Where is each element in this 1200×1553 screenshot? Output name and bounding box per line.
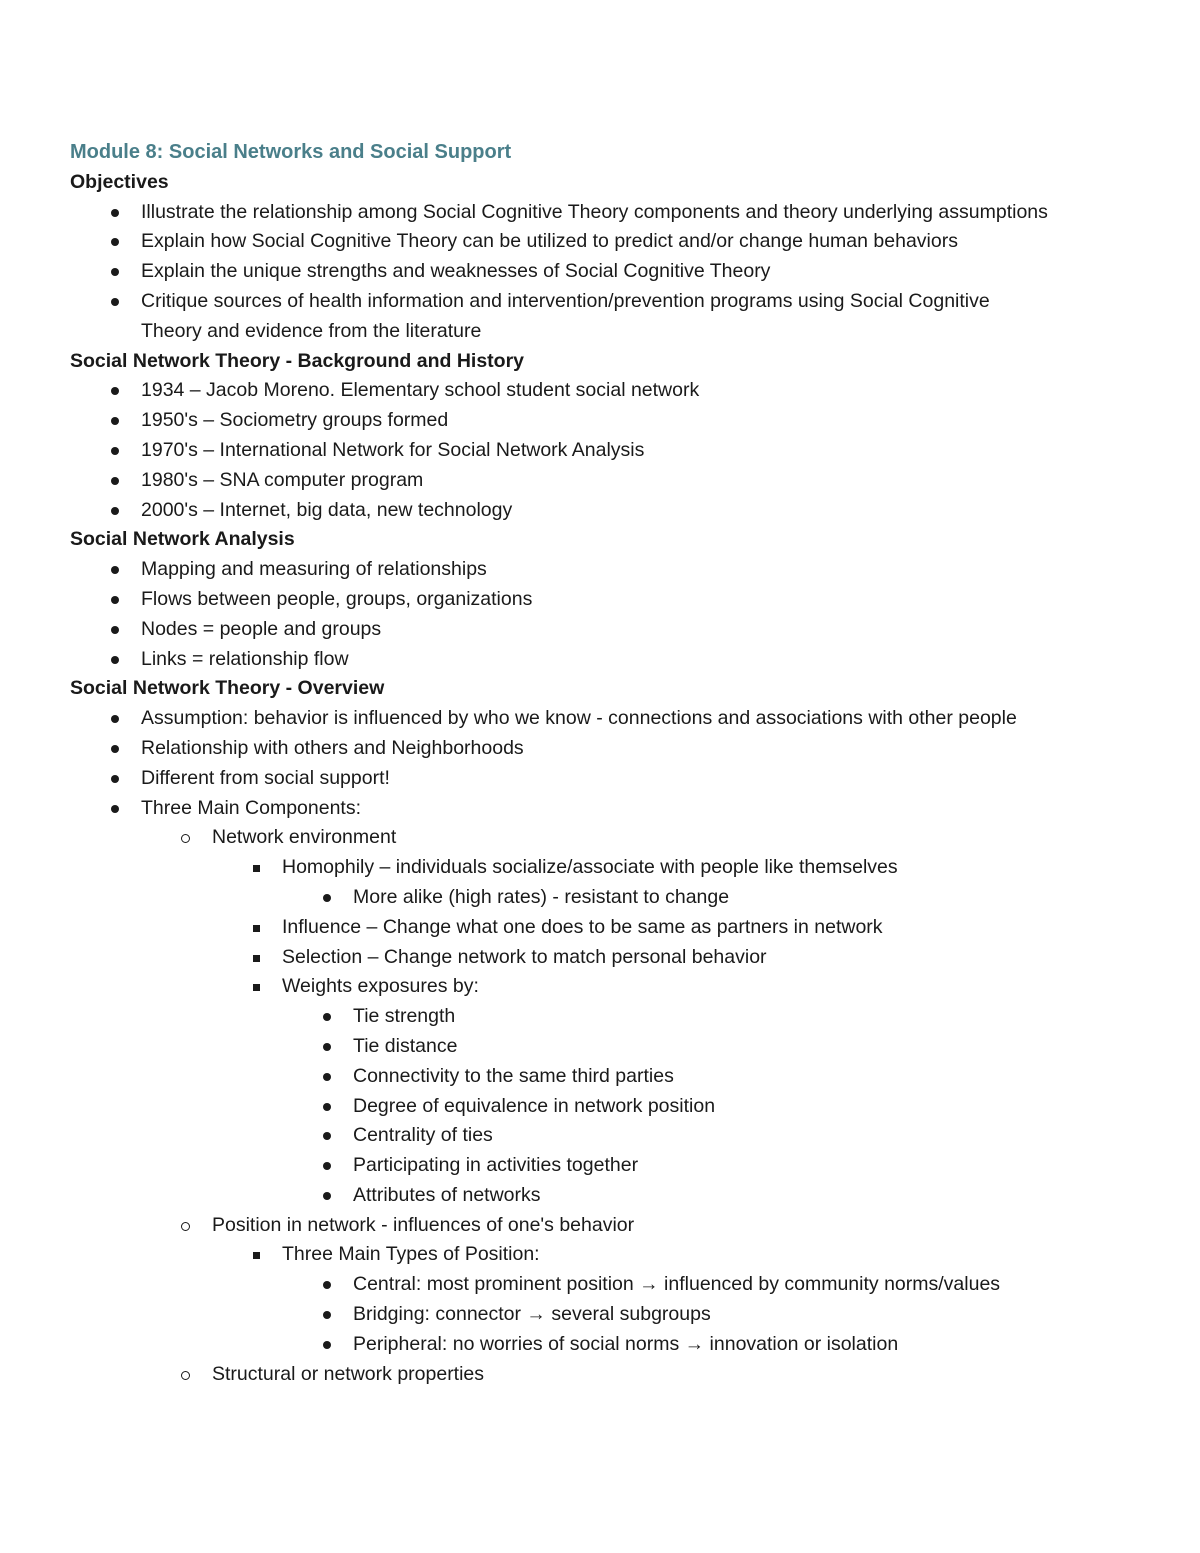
section-heading-objectives: Objectives — [70, 170, 169, 193]
bullet-disc-icon — [320, 1062, 334, 1081]
list-item: Assumption: behavior is influenced by who we know - connections and associations with other people — [70, 704, 1170, 734]
bullet-disc-icon — [108, 227, 122, 246]
bullet-disc-icon — [320, 1181, 334, 1200]
list-item-continuation: Theory and evidence from the literature — [141, 319, 482, 342]
bullet-circle-icon — [178, 1360, 192, 1380]
bullet-disc-icon — [108, 734, 122, 753]
bullet-square-icon — [249, 972, 263, 991]
list-item-level3: Three Main Types of Position: — [70, 1240, 1170, 1270]
list-item-level4: Bridging: connector → several subgroups — [70, 1300, 1170, 1330]
list-item-level4: Tie strength — [70, 1002, 1170, 1032]
list-item-level3: Weights exposures by: — [70, 972, 1170, 1002]
bullet-disc-icon — [108, 704, 122, 723]
bullet-disc-icon — [320, 1270, 334, 1289]
bullet-square-icon — [249, 913, 263, 932]
list-item: Nodes = people and groups — [70, 615, 1170, 645]
list-item: Mapping and measuring of relationships — [70, 555, 1170, 585]
bullet-disc-icon — [108, 764, 122, 783]
document-body — [70, 138, 1170, 1389]
bullet-disc-icon — [108, 466, 122, 485]
bullet-square-icon — [249, 853, 263, 872]
bullet-disc-icon — [320, 1330, 334, 1349]
list-item-level2: Structural or network properties — [70, 1360, 1170, 1390]
bullet-square-icon — [249, 1240, 263, 1259]
bullet-disc-icon — [108, 585, 122, 604]
bullet-circle-icon — [178, 1211, 192, 1231]
list-item: Relationship with others and Neighborhoods — [70, 734, 1170, 764]
bullet-disc-icon — [320, 1092, 334, 1111]
list-item-level4: Attributes of networks — [70, 1181, 1170, 1211]
list-item: 2000's – Internet, big data, new technology — [70, 496, 1170, 526]
list-item: 1980's – SNA computer program — [70, 466, 1170, 496]
bullet-disc-icon — [108, 555, 122, 574]
list-item-level2: Network environment — [70, 823, 1170, 853]
bullet-disc-icon — [108, 376, 122, 395]
bullet-circle-icon — [178, 823, 192, 843]
list-item-level4: Tie distance — [70, 1032, 1170, 1062]
list-item-level3: Selection – Change network to match personal behavior — [70, 943, 1170, 973]
list-item-level4: Centrality of ties — [70, 1121, 1170, 1151]
bullet-disc-icon — [320, 1300, 334, 1319]
list-item-level3: Influence – Change what one does to be same as partners in network — [70, 913, 1170, 943]
list-item: 1970's – International Network for Social Network Analysis — [70, 436, 1170, 466]
list-item-level4: Central: most prominent position → influenced by community norms/values — [70, 1270, 1170, 1300]
section-heading-overview: Social Network Theory - Overview — [70, 677, 385, 700]
bullet-disc-icon — [320, 1002, 334, 1021]
bullet-disc-icon — [108, 198, 122, 217]
bullet-square-icon — [249, 943, 263, 962]
bullet-disc-icon — [108, 406, 122, 425]
list-item-level4: Participating in activities together — [70, 1151, 1170, 1181]
bullet-disc-icon — [108, 645, 122, 664]
list-item: Explain the unique strengths and weaknesses of Social Cognitive Theory — [70, 257, 1170, 287]
list-item: Different from social support! — [70, 764, 1170, 794]
list-item: 1950's – Sociometry groups formed — [70, 406, 1170, 436]
list-item-level4: Peripheral: no worries of social norms → innovation or isolation — [70, 1330, 1170, 1360]
bullet-disc-icon — [108, 496, 122, 515]
section-heading-analysis: Social Network Analysis — [70, 528, 295, 551]
bullet-disc-icon — [108, 615, 122, 634]
bullet-disc-icon — [320, 1151, 334, 1170]
list-item: Three Main Components: — [70, 794, 1170, 824]
list-item: Explain how Social Cognitive Theory can be utilized to predict and/or change human behaviors — [70, 227, 1170, 257]
list-item-level4: Connectivity to the same third parties — [70, 1062, 1170, 1092]
list-item-level3: Homophily – individuals socialize/associate with people like themselves — [70, 853, 1170, 883]
list-item: Illustrate the relationship among Social Cognitive Theory components and theory underlying assumptions — [70, 198, 1170, 228]
bullet-disc-icon — [108, 436, 122, 455]
bullet-disc-icon — [108, 794, 122, 813]
bullet-disc-icon — [320, 883, 334, 902]
list-item-level2: Position in network - influences of one's behavior — [70, 1211, 1170, 1241]
list-item: 1934 – Jacob Moreno. Elementary school student social network — [70, 376, 1170, 406]
document-title: Module 8: Social Networks and Social Support — [70, 141, 512, 163]
bullet-disc-icon — [108, 257, 122, 276]
bullet-disc-icon — [320, 1121, 334, 1140]
bullet-disc-icon — [108, 287, 122, 306]
list-item-level4: More alike (high rates) - resistant to change — [70, 883, 1170, 913]
list-item-level4: Degree of equivalence in network position — [70, 1092, 1170, 1122]
bullet-disc-icon — [320, 1032, 334, 1051]
section-heading-background: Social Network Theory - Background and History — [70, 349, 525, 372]
list-item: Links = relationship flow — [70, 645, 1170, 675]
list-item: Flows between people, groups, organizations — [70, 585, 1170, 615]
list-item: Critique sources of health information and intervention/prevention programs using Social Cognitive — [70, 287, 1170, 317]
